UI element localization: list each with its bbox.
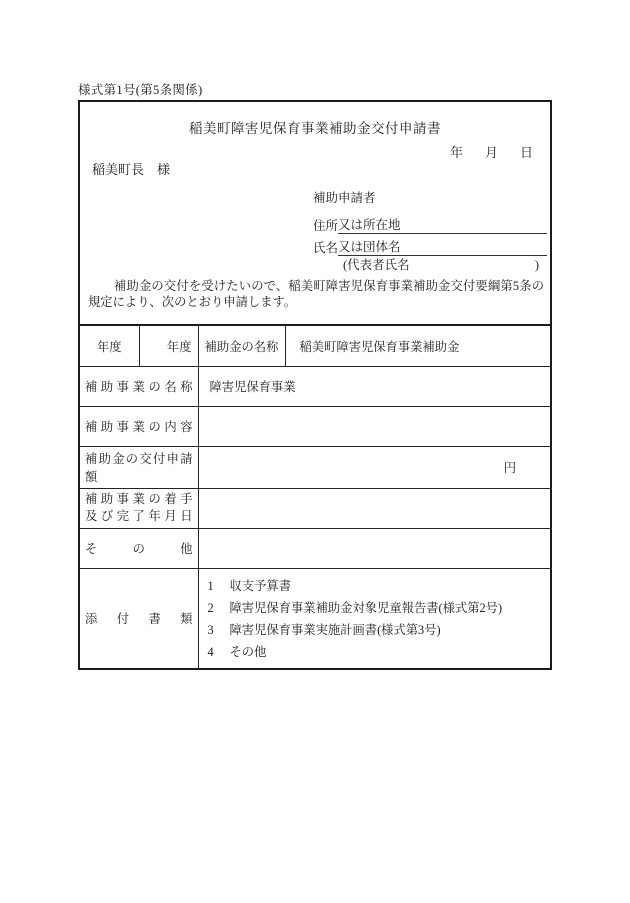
attachment-item [208,623,547,638]
table-row-project-dates [80,488,550,528]
form-number: 様式第1号(第5条関係) [78,83,203,97]
attachment-number: 4 [207,644,214,659]
attachments-value-cell [198,568,550,668]
requested-amount-value-cell [198,446,550,488]
application-table [80,324,550,668]
date-year-label: 年 [449,145,463,160]
subsidy-name-value-cell: 稲美町障害児保育事業補助金 [285,325,550,366]
date-line [450,142,533,161]
project-description-value-cell [198,406,550,446]
attachment-text: 収支予算書 [229,578,291,593]
requested-amount-label-cell: 補助金の交付申請額 [80,446,198,488]
representative-close-paren: ) [534,258,539,272]
project-dates-value-cell [198,488,550,528]
name-prefix-label: 氏名 [313,241,339,255]
attachment-number: 1 [207,578,214,593]
attachments-label-cell: 添付書類 [80,568,198,668]
representative-row [313,256,547,273]
applicant-address-row [313,212,547,234]
table-row-other [80,528,550,568]
attachment-item [208,601,547,616]
attachment-number: 3 [207,622,214,637]
table-row-fiscal-year [80,325,550,366]
fiscal-year-label-cell: 年度 [80,325,139,366]
project-name-value-cell: 障害児保育事業 [198,366,550,406]
address-prefix-label: 住所 [313,219,339,233]
address-underlined-label: 又は所在地 [338,218,401,232]
attachment-text: その他 [229,644,267,659]
representative-open-label: (代表者氏名 [343,258,410,272]
table-row-project-description [80,406,550,446]
attachment-item [208,579,547,594]
attachment-item [208,645,547,660]
table-row-attachments [80,568,550,668]
other-label-cell: その他 [80,528,198,568]
name-underlined-label: 又は団体名 [338,240,401,254]
table-row-project-name [80,366,550,406]
name-blank-line [338,237,547,256]
addressee: 稲美町長 様 [92,162,171,177]
project-dates-label-cell [80,488,198,528]
document-title: 稲美町障害児保育事業補助金交付申請書 [189,121,441,136]
date-month-label: 月 [484,145,498,160]
address-blank-line [338,215,547,234]
project-description-label-cell: 補助事業の内容 [80,406,198,446]
subsidy-name-label-cell: 補助金の名称 [198,325,285,366]
application-statement: 補助金の交付を受けたいので、稲美町障害児保育事業補助金交付要綱第5条の規定により、次のとおり申請します。 [88,279,544,309]
attachment-text: 障害児保育事業実施計画書(様式第3号) [229,622,441,637]
form-header [80,102,550,324]
yen-unit-label: 円 [503,461,516,475]
project-dates-label-line2: 及び完了年月日 [85,509,193,523]
table-row-requested-amount [80,446,550,488]
project-dates-label-line1: 補助事業の着手 [85,492,193,506]
applicant-name-row [313,234,547,256]
applicant-block [313,188,547,273]
date-day-label: 日 [519,145,533,160]
application-form-box [78,100,552,670]
attachments-list [199,569,551,660]
fiscal-year-value-cell: 年度 [139,325,198,366]
project-name-label-cell: 補助事業の名称 [80,366,198,406]
other-value-cell [198,528,550,568]
attachment-text: 障害児保育事業補助金対象児童報告書(様式第2号) [229,600,503,615]
attachment-number: 2 [207,600,214,615]
applicant-heading: 補助申請者 [313,191,376,205]
